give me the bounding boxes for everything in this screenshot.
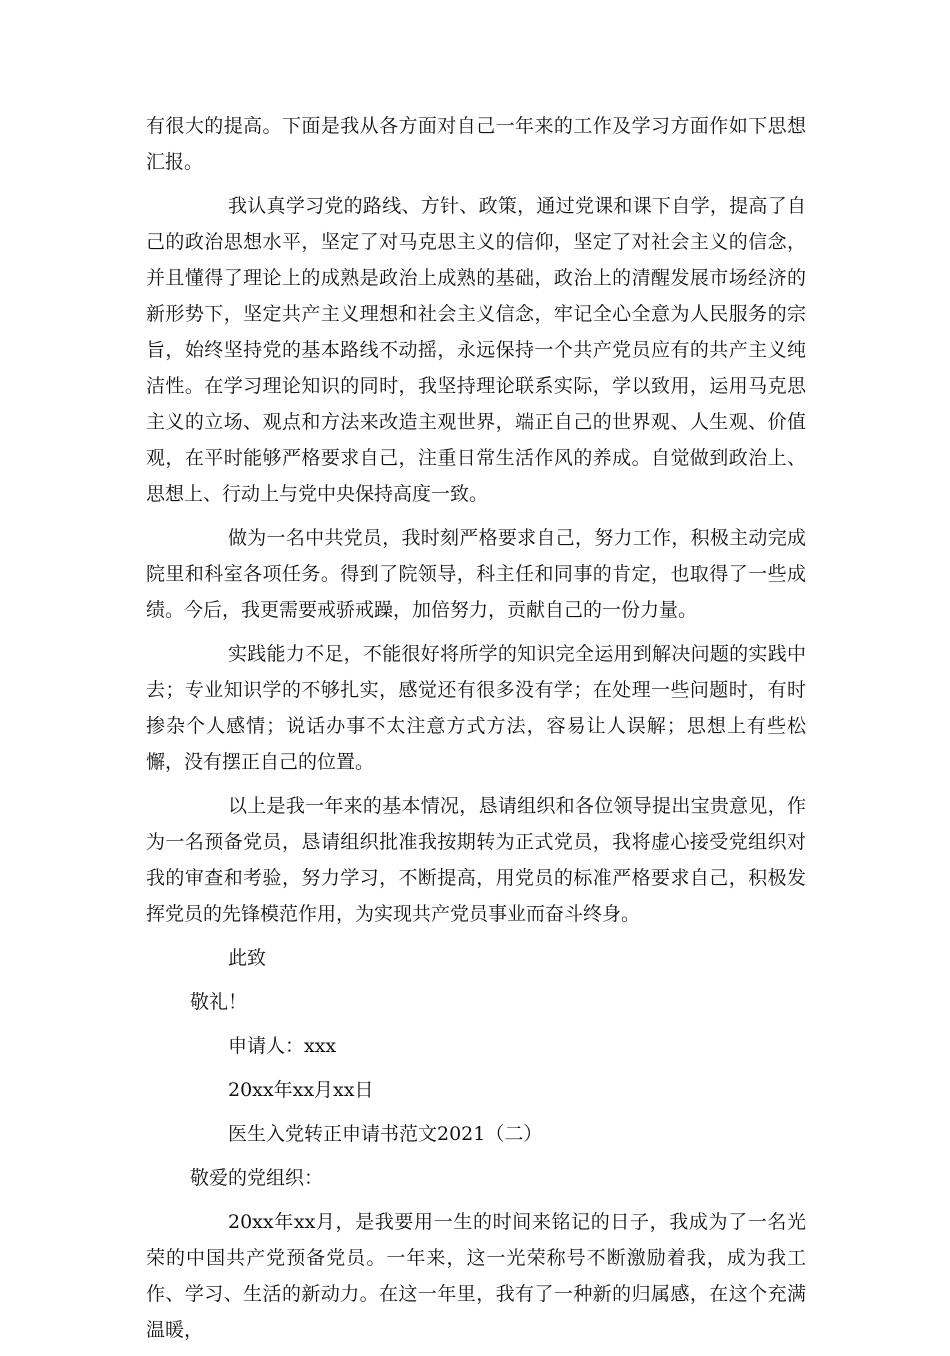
date-line: 20xx年xx月xx日 — [228, 1079, 374, 1101]
paragraph-3: 做为一名中共党员，我时刻严格要求自己，努力工作，积极主动完成院里和科室各项任务。得到了院领导，科主任和同事的肯定，也取得了一些成绩。今后，我更需要戒骄戒躁，加倍努力，贡献自己的一份力量。 — [146, 527, 806, 621]
closing-salutation: 此致 — [228, 947, 267, 969]
second-letter-paragraph: 20xx年xx月，是我要用一生的时间来铭记的日子，我成为了一名光荣的中国共产党预备党员。一年来，这一光荣称号不断激励着我，成为我工作、学习、生活的新动力。在这一年里，我有了一种新的归属感，在这个充满温暖， — [146, 1211, 806, 1341]
paragraph-4: 实践能力不足，不能很好将所学的知识完全运用到解决问题的实践中去；专业知识学的不够扎实，感觉还有很多没有学；在处理一些问题时，有时掺杂个人感情；说话办事不太注意方式方法，容易让人误解；思想上有些松懈，没有摆正自己的位置。 — [146, 643, 806, 773]
closing-regards: 敬礼！ — [190, 991, 248, 1013]
second-letter-greeting: 敬爱的党组织： — [190, 1167, 324, 1189]
paragraph-1: 有很大的提高。下面是我从各方面对自己一年来的工作及学习方面作如下思想汇报。 — [146, 115, 806, 173]
document-body — [146, 108, 806, 1356]
paragraph-5: 以上是我一年来的基本情况，恳请组织和各位领导提出宝贵意见，作为一名预备党员，恳请组织批准我按期转为正式党员，我将虚心接受党组织对我的审查和考验，努力学习，不断提高，用党员的标准严格要求自己，积极发挥党员的先锋模范作用，为实现共产党员事业而奋斗终身。 — [146, 795, 806, 925]
paragraph-2: 我认真学习党的路线、方针、政策，通过党课和课下自学，提高了自己的政治思想水平，坚定了对马克思主义的信仰，坚定了对社会主义的信念，并且懂得了理论上的成熟是政治上成熟的基础，政治上的清醒发展市场经济的新形势下，坚定共产主义理想和社会主义信念，牢记全心全意为人民服务的宗旨，始终坚持党的基本路线不动摇，永远保持一个共产党员应有的共产主义纯洁性。在学习理论知识的同时，我坚持理论联系实际，学以致用，运用马克思主义的立场、观点和方法来改造主观世界，端正自己的世界观、人生观、价值观，在平时能够严格要求自己，注重日常生活作风的养成。自觉做到政治上、思想上、行动上与党中央保持高度一致。 — [146, 195, 806, 505]
second-letter-title: 医生入党转正申请书范文2021（二） — [228, 1123, 543, 1145]
applicant-line: 申请人：xxx — [228, 1035, 337, 1057]
